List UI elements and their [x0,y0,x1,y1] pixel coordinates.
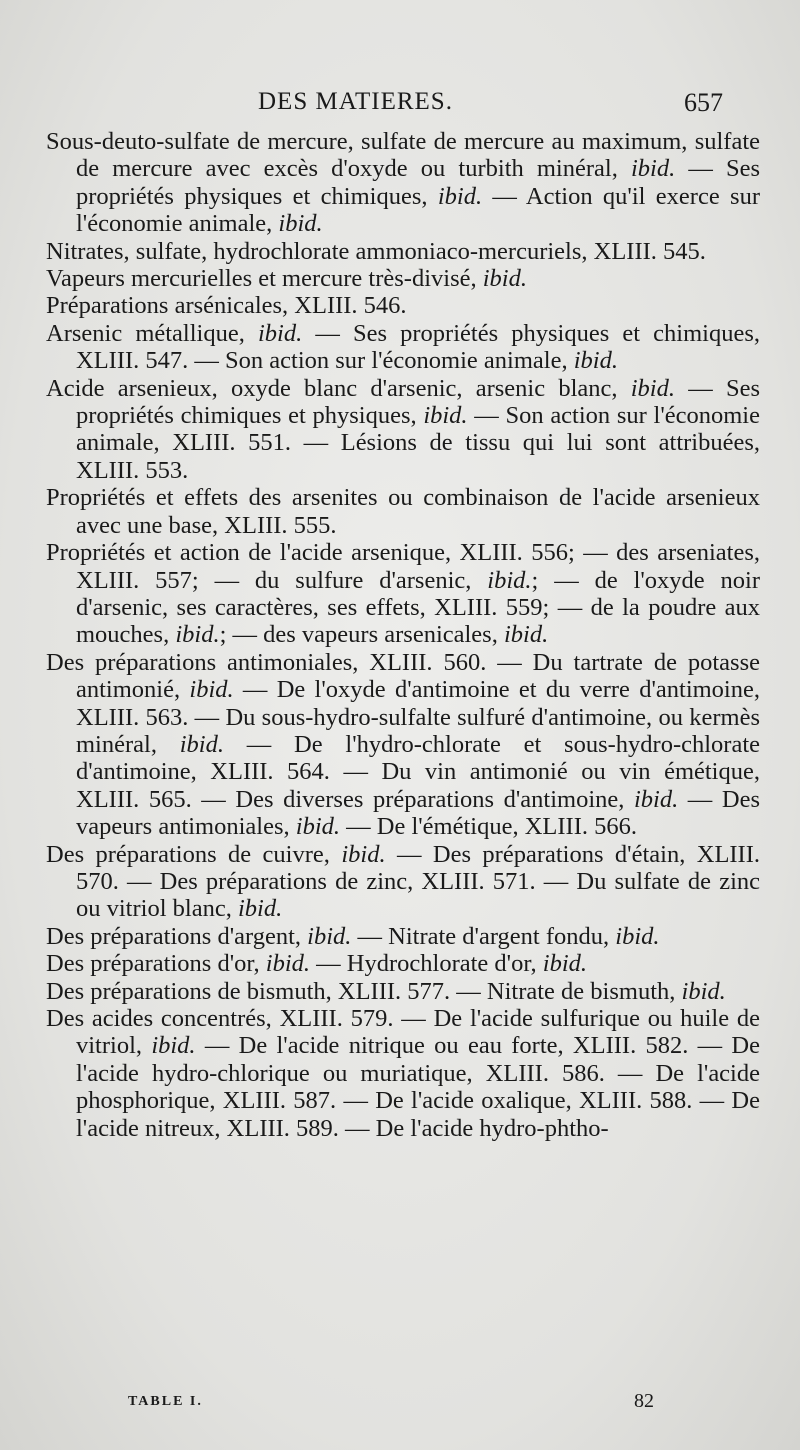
signature-mark: TABLE I. [128,1394,203,1409]
index-entry: Des préparations antimoniales, XLIII. 560. — Du tartrate de potasse antimonié, ibid. — De l'oxyde d'antimoine et du verre d'antimoine, XLIII. 563. — Du sous-hydro-sulfalte sulfuré d'antimoine, ou kermès minéral, ibid. — De l'hydro-chlorate et sous-hydro-chlorate d'antimoine, XLIII. 564. — Du vin antimonié ou vin émétique, XLIII. 565. — Des diverses préparations d'antimoine, ibid. — Des vapeurs antimoniales, ibid. — De l'émétique, XLIII. 566. [46,648,761,841]
running-header [0,88,800,124]
header-title: DES MATIERES. [258,88,453,115]
index-entry: Vapeurs mercurielles et mercure très-divisé, ibid. [46,265,527,293]
index-entry: Acide arsenieux, oxyde blanc d'arsenic, arsenic blanc, ibid. — Ses propriétés chimiques et physiques, ibid. — Son action sur l'économie animale, XLIII. 551. — Lésions de tissu qui lui sont attribuées, XLIII. 553. [46,374,760,484]
index-entry: Propriétés et action de l'acide arsenique, XLIII. 556; — des arseniates, XLIII. 557; — du sulfure d'arsenic, ibid.; — de l'oxyde noir d'arsenic, ses caractères, ses effets, XLIII. 559; — de la poudre aux mouches, ibid.; — des vapeurs arsenicales, ibid. [46,539,761,649]
index-entry: Propriétés et effets des arsenites ou combinaison de l'acide arsenieux avec une base, XLIII. 555. [46,484,760,539]
index-entry: Des acides concentrés, XLIII. 579. — De l'acide sulfurique ou huile de vitriol, ibid. — De l'acide nitrique ou eau forte, XLIII. 582. — De l'acide hydro-chlorique ou muriatique, XLIII. 586. — De l'acide phosphorique, XLIII. 587. — De l'acide oxalique, XLIII. 588. — De l'acide nitreux, XLIII. 589. — De l'acide hydro-phtho- [46,1005,761,1142]
index-entry: Des préparations de bismuth, XLIII. 577. — Nitrate de bismuth, ibid. [46,977,726,1005]
page-footer [0,1390,800,1414]
index-entry: Des préparations d'argent, ibid. — Nitrate d'argent fondu, ibid. [46,922,660,950]
page-number: 657 [684,88,723,117]
index-entry: Préparations arsénicales, XLIII. 546. [46,292,407,320]
index-entry: Arsenic métallique, ibid. — Ses propriétés physiques et chimiques, XLIII. 547. — Son action sur l'économie animale, ibid. [46,319,760,375]
index-entry: Des préparations d'or, ibid. — Hydrochlorate d'or, ibid. [46,950,588,978]
index-entry: Sous-deuto-sulfate de mercure, sulfate de mercure au maximum, sulfate de mercure avec excès d'oxyde ou turbith minéral, ibid. — Ses propriétés physiques et chimiques, ibid. — Action qu'il exerce sur l'économie animale, ibid. [46,128,760,238]
index-body [44,128,760,1142]
index-entry: Nitrates, sulfate, hydrochlorate ammoniaco-mercuriels, XLIII. 545. [46,237,706,265]
index-entry: Des préparations de cuivre, ibid. — Des préparations d'étain, XLIII. 570. — Des préparations de zinc, XLIII. 571. — Du sulfate de zinc ou vitriol blanc, ibid. [46,840,761,923]
signature-number: 82 [634,1390,654,1412]
